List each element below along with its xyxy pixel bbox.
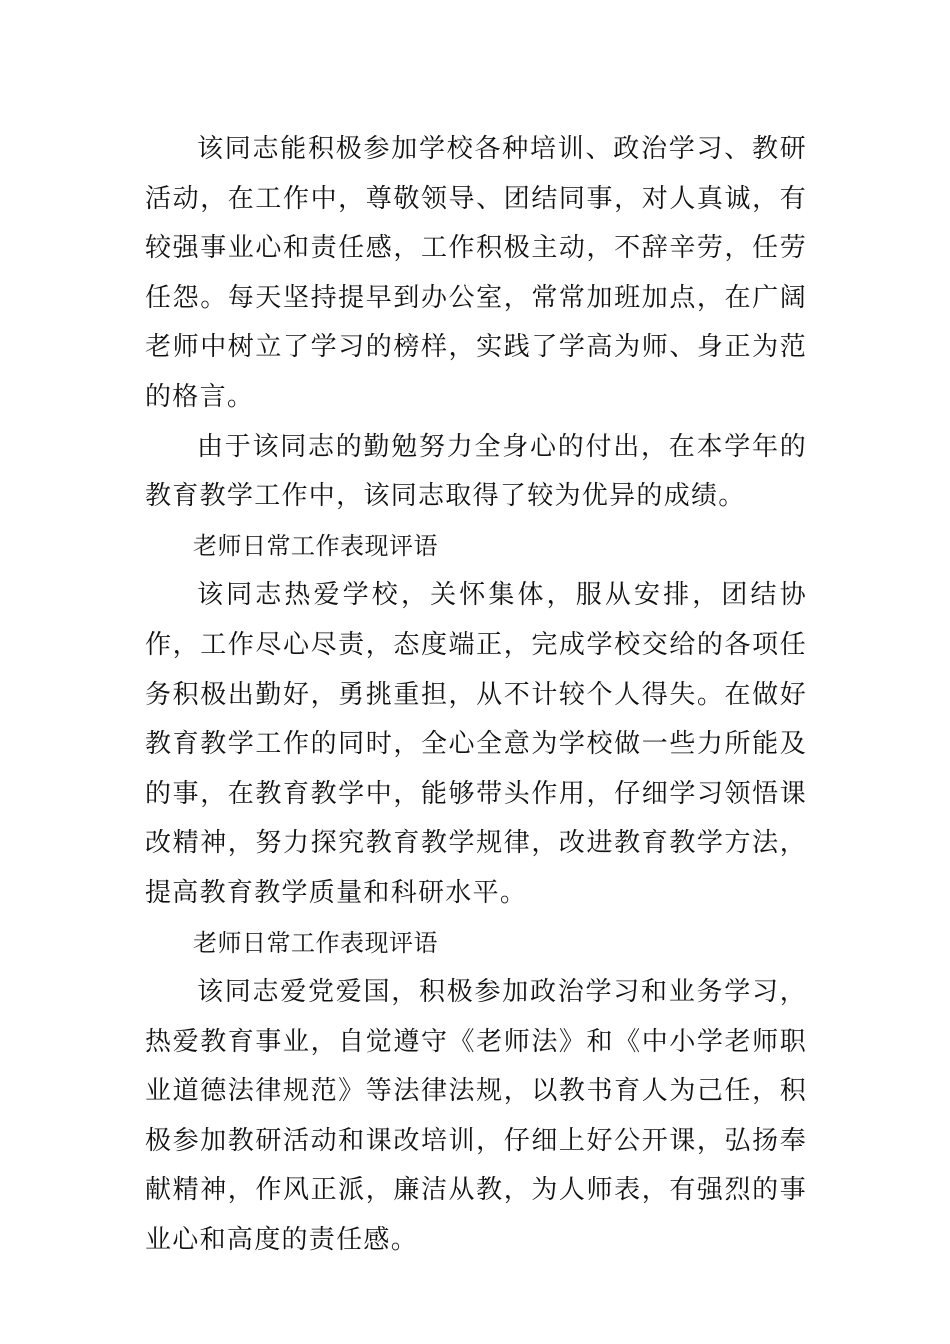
- section-heading-1: 老师日常工作表现评语: [193, 531, 438, 560]
- paragraph-2: 由于该同志的勤勉努力全身心的付出，在本学年的教育教学工作中，该同志取得了较为优异的成绩。: [145, 431, 807, 512]
- paragraph-4: 该同志爱党爱国，积极参加政治学习和业务学习，热爱教育事业，自觉遵守《老师法》和《中小学老师职业道德法律规范》等法律法规，以教书育人为己任，积极参加教研活动和课改培训，仔细上好公开课，弘扬奉献精神，作风正派，廉洁从教，为人师表，有强烈的事业心和高度的责任感。: [145, 977, 807, 1256]
- document-page: [145, 125, 807, 1266]
- paragraph-3: 该同志热爱学校，关怀集体，服从安排，团结协作，工作尽心尽责，态度端正，完成学校交给的各项任务积极出勤好，勇挑重担，从不计较个人得失。在做好教育教学工作的同时，全心全意为学校做一些力所能及的事，在教育教学中，能够带头作用，仔细学习领悟课改精神，努力探究教育教学规律，改进教育教学方法，提高教育教学质量和科研水平。: [145, 580, 807, 908]
- paragraph-1: 该同志能积极参加学校各种培训、政治学习、教研活动，在工作中，尊敬领导、团结同事，对人真诚，有较强事业心和责任感，工作积极主动，不辞辛劳，任劳任怨。每天坚持提早到办公室，常常加班加点，在广阔老师中树立了学习的榜样，实践了学高为师、身正为范的格言。: [145, 134, 807, 412]
- section-heading-2: 老师日常工作表现评语: [193, 928, 438, 957]
